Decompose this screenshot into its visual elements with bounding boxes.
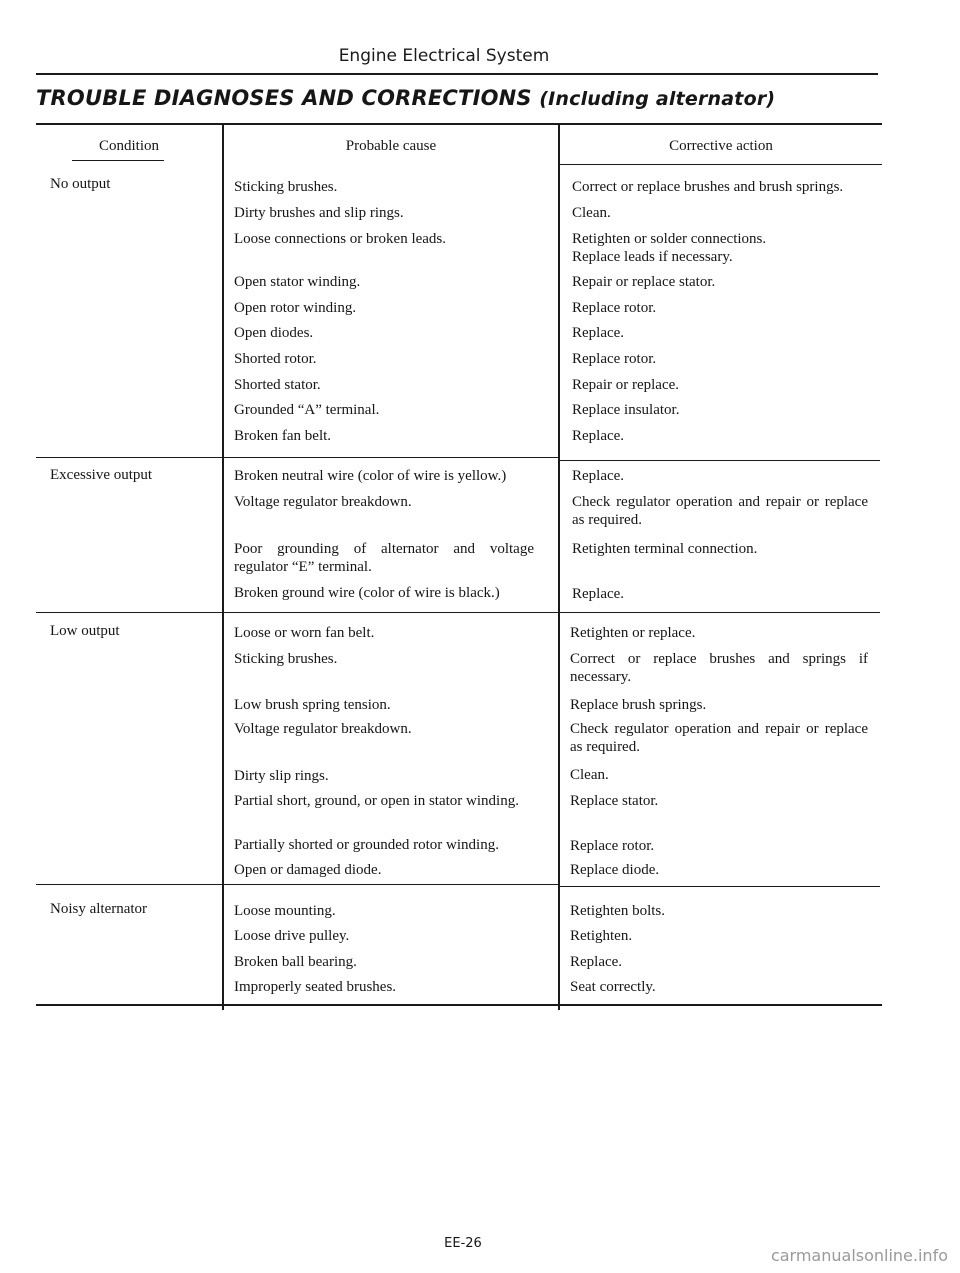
section-header: Engine Electrical System xyxy=(338,46,550,66)
action-line: Replace diode. xyxy=(570,862,660,878)
header-condition: Condition xyxy=(98,138,159,154)
cause-line: Voltage regulator breakdown. xyxy=(234,494,412,510)
action-line: Check regulator operation and repair or replace as required. xyxy=(572,494,868,528)
cause-line: Broken ground wire (color of wire is black.) xyxy=(234,585,500,601)
action-line: Check regulator operation and repair or replace as required. xyxy=(570,721,868,755)
condition-cell: Excessive output xyxy=(50,467,153,483)
action-line: Repair or replace stator. xyxy=(572,274,716,290)
cause-line: Sticking brushes. xyxy=(234,179,338,195)
row-divider xyxy=(560,612,880,613)
action-line: Retighten terminal connection. xyxy=(572,541,758,557)
column-divider-action xyxy=(558,124,560,1010)
row-divider xyxy=(560,460,880,461)
cause-line: Open diodes. xyxy=(234,325,314,341)
header-cause: Probable cause xyxy=(345,138,437,154)
action-line: Replace. xyxy=(572,468,625,484)
cause-line: Dirty brushes and slip rings. xyxy=(234,205,404,221)
condition-cell: Low output xyxy=(50,623,120,639)
cause-line: Shorted rotor. xyxy=(234,351,317,367)
action-line: Clean. xyxy=(570,767,609,783)
cause-line: Sticking brushes. xyxy=(234,651,338,667)
title-sub: (Including alternator) xyxy=(539,88,776,110)
action-line: Replace brush springs. xyxy=(570,697,707,713)
row-divider xyxy=(224,457,558,458)
page-title xyxy=(36,86,886,110)
cause-line: Loose drive pulley. xyxy=(234,928,350,944)
header-underline-condition xyxy=(72,160,164,161)
action-line: Replace insulator. xyxy=(572,402,680,418)
cause-line: Broken fan belt. xyxy=(234,428,332,444)
action-line: Seat correctly. xyxy=(570,979,656,995)
cause-line: Grounded “A” terminal. xyxy=(234,402,380,418)
row-divider xyxy=(36,884,222,885)
table-bottom-rule xyxy=(36,1004,882,1006)
title-main: TROUBLE DIAGNOSES AND CORRECTIONS xyxy=(36,86,532,110)
action-line: Clean. xyxy=(572,205,611,221)
cause-line: Loose or worn fan belt. xyxy=(234,625,375,641)
cause-line: Open or damaged diode. xyxy=(234,862,382,878)
condition-cell: No output xyxy=(50,176,111,192)
cause-line: Poor grounding of alternator and voltage regulator “E” terminal. xyxy=(234,541,534,575)
header-action: Corrective action xyxy=(669,138,773,154)
cause-line: Partially shorted or grounded rotor winding. xyxy=(234,837,499,853)
row-divider xyxy=(224,884,558,885)
row-divider xyxy=(36,457,222,458)
action-line: Repair or replace. xyxy=(572,377,680,393)
action-line: Retighten. xyxy=(570,928,633,944)
cause-line: Improperly seated brushes. xyxy=(234,979,397,995)
row-divider xyxy=(36,612,222,613)
action-line: Retighten or replace. xyxy=(570,625,696,641)
action-line: Replace rotor. xyxy=(570,838,655,854)
action-line: Retighten bolts. xyxy=(570,903,665,919)
cause-line: Loose mounting. xyxy=(234,903,336,919)
row-divider xyxy=(560,886,880,887)
cause-line: Loose connections or broken leads. xyxy=(234,231,447,247)
cause-line: Voltage regulator breakdown. xyxy=(234,721,412,737)
action-line: Replace rotor. xyxy=(572,351,657,367)
header-underline-action xyxy=(560,164,882,165)
cause-line: Dirty slip rings. xyxy=(234,768,329,784)
condition-cell: Noisy alternator xyxy=(50,901,148,917)
cause-line: Open stator winding. xyxy=(234,274,361,290)
action-line: Replace. xyxy=(572,428,625,444)
cause-line: Broken neutral wire (color of wire is yellow.) xyxy=(234,468,507,484)
action-line: Replace. xyxy=(570,954,623,970)
action-line: Replace rotor. xyxy=(572,300,657,316)
row-divider xyxy=(224,612,558,613)
action-line: Correct or replace brushes and brush springs. xyxy=(572,179,844,195)
action-line: Replace. xyxy=(572,586,625,602)
column-divider-cause xyxy=(222,124,224,1010)
cause-line: Shorted stator. xyxy=(234,377,321,393)
cause-line: Broken ball bearing. xyxy=(234,954,357,970)
title-rule xyxy=(36,123,882,125)
cause-line: Partial short, ground, or open in stator winding. xyxy=(234,793,519,809)
action-line: Replace. xyxy=(572,325,625,341)
cause-line: Low brush spring tension. xyxy=(234,697,391,713)
watermark: carmanualsonline.info xyxy=(770,1246,948,1265)
action-line: Replace stator. xyxy=(570,793,659,809)
header-rule xyxy=(36,73,878,75)
action-line: Retighten or solder connections. Replace leads if necessary. xyxy=(572,231,767,265)
page-number: EE-26 xyxy=(444,1236,482,1251)
action-line: Correct or replace brushes and springs if necessary. xyxy=(570,651,868,685)
cause-line: Open rotor winding. xyxy=(234,300,357,316)
